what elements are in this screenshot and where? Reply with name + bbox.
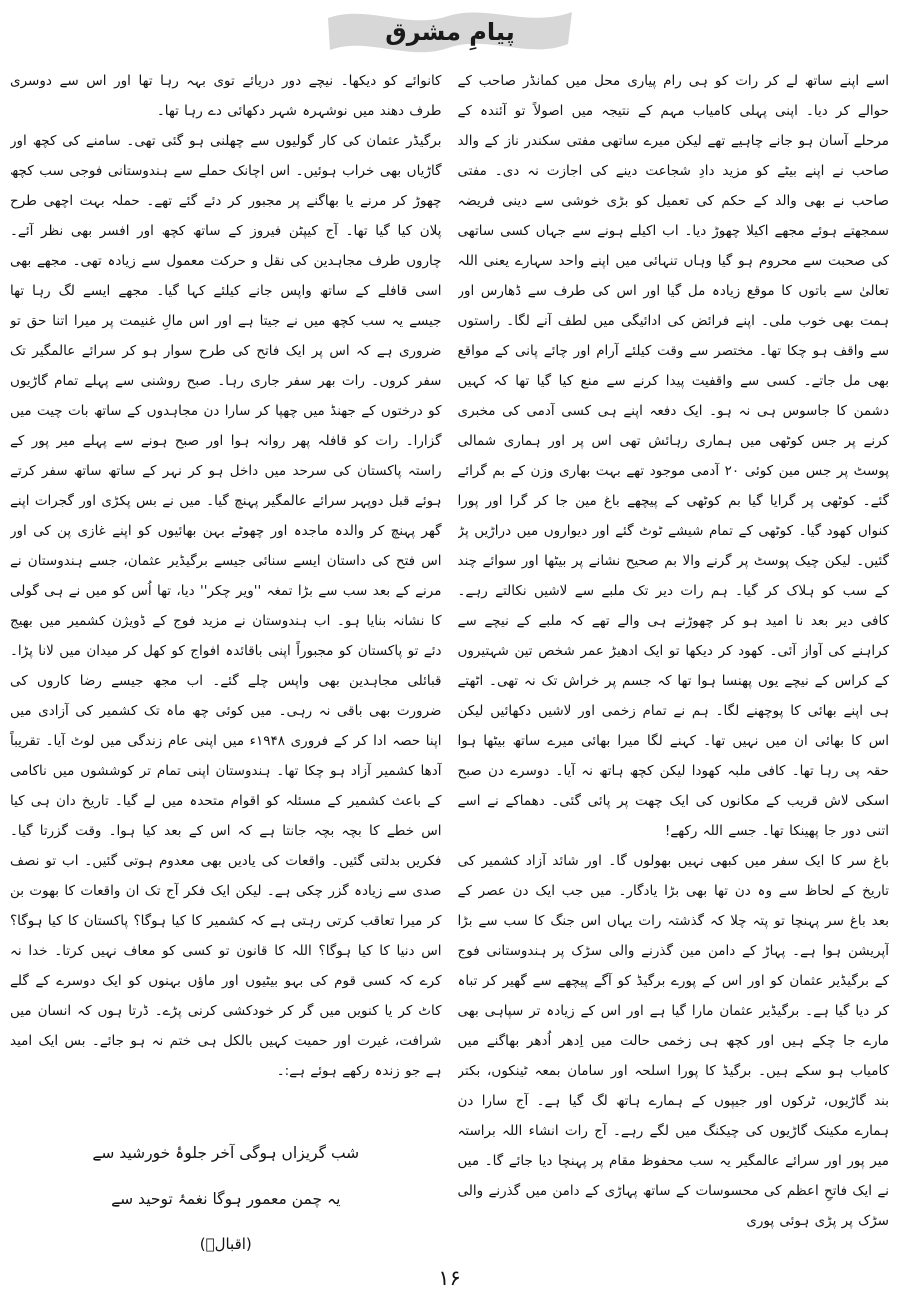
column-right xyxy=(458,66,890,1266)
poem-line-1: شب گریزاں ہوگی آخر جلوۂ خورشید سے xyxy=(92,1144,360,1162)
page-number: ۱۶ xyxy=(438,1266,461,1290)
page-title: پیامِ مشرق xyxy=(384,18,515,46)
column-left-body xyxy=(10,66,442,1112)
paragraph: باغ سر کا ایک سفر میں کبھی نہیں بھولوں گا۔ اور شائد آزاد کشمیر کی تاریخ کے لحاظ سے وہ دن تھا بھی بڑا یادگار۔ میں جب ایک دن عصر کے بعد باغ سر پہنچا تو پتہ چلا کہ گذشتہ رات یہاں اس جنگ کا سب سے بڑا آپریشن ہوا ہے۔ پہاڑ کے دامن مین گذرنے والی سڑک پر ہندوستانی فوج کے برگیڈیر عثمان کو اور اس کے پورے برگیڈ کو آگے پیچھے سے گھیر کر تباہ کر دیا گیا ہے۔ برگیڈیر عثمان مارا گیا ہے اور اس کے زیادہ تر سپاہی بھی مارے جا چکے ہیں اور کچھ ہی زخمی حالت میں اِدھر اُدھر بھاگنے میں کامیاب ہو سکے ہیں۔ برگیڈ کا پورا اسلحہ اور سامان بمعہ ٹینکوں، بکتر بند گاڑیوں، ٹرکوں اور جیپوں کے ہمارے ہاتھ لگ گیا ہے۔ آج سارا دن ہمارے مکینک گاڑیوں کی چیکنگ میں لگے رہے۔ آج رات انشاء اللہ براستہ میر پور اور سرائے عالمگیر یہ سب محفوظ مقام پر پہنچا دیا جائے گا۔ میں نے ایک فاتحِ اعظم کی محسوسات کے ساتھ پہاڑی کے دامن میں گذرنے والی سڑک پر پڑی ہوئی پوری xyxy=(457,853,889,1229)
banner-ribbon-icon xyxy=(322,2,578,62)
poem-line-2: یہ چمن معمور ہوگا نغمۂ توحید سے xyxy=(111,1190,341,1208)
paragraph: اسے اپنے ساتھ لے کر رات کو ہی رام پیاری محل میں کمانڈر صاحب کے حوالے کر دیا۔ اپنی پہلی کامیاب مہم کے نتیجہ میں اصولاً تو آئندہ کے مرحلے آسان ہو جانے چاہیے تھے لیکن میرے ساتھی مفتی سکندر ناز کے والد صاحب نے اپنے بیٹے کو مزید دادِ شجاعت دینے کی اجازت نہ دی۔ مفتی صاحب نے بھی والد کے حکم کی تعمیل کو بڑی خوشی سے دینی فریضہ سمجھتے ہوئے مجھے اکیلا چھوڑ دیا۔ اب اکیلے ہونے سے جہاں کسی ساتھی کی صحبت سے محروم ہو گیا وہاں تنہائی میں اپنے واحد سہارے یعنی اللہ تعالیٰ سے باتوں کا موقع زیادہ مل گیا اور اس کی طرف سے ڈھارس اور ہمت بھی خوب ملی۔ اپنے فرائض کی ادائیگی میں لطف آنے لگا۔ راستوں سے واقف ہو چکا تھا۔ مختصر سے وقت کیلئے آرام اور چائے پانی کے مواقع بھی مل جاتے۔ کسی سے واقفیت پیدا کرنے سے منع کیا گیا تھا کہ کہیں دشمن کا جاسوس ہی نہ ہو۔ ایک دفعہ اپنے ہی کسی آدمی کی مخبری کرنے پر جس کوٹھی میں ہماری رہائش تھی اس پر اور ہماری شمالی پوسٹ پر جس مین کوئی ۲۰ آدمی موجود تھے بہت بھاری وزن کے بم گرائے گئے۔ کوٹھی پر گرایا گیا بم کوٹھی کے پیچھے باغ مین جا کر گرا اور پورا کنواں کھود گیا۔ کوٹھی کے تمام شیشے ٹوٹ گئے اور دیواروں میں دراڑیں پڑ گئیں۔ لیکن چیک پوسٹ پر گرنے والا بم صحیح نشانے پر بیٹھا اور سوائے چند کے سب کو ہلاک کر گیا۔ ہم رات دیر تک ملبے سے لاشیں نکالتے رہے۔ کافی دیر بعد نا امید ہو کر چھوڑنے ہی والے تھے کہ ملبے کے نیچے سے کراہنے کی آواز آئی۔ کھود کر دیکھا تو ایک ادھیڑ عمر شخص تین شہتیروں کے کراس کے نیچے یوں پھنسا ہوا تھا کہ جسم پر خراش تک نہ تھی۔ اٹھتے ہی اپنے بھائی کا پوچھنے لگا۔ ہم نے تمام زخمی اور لاشیں دکھائیں لیکن اس کا بھائی ان میں نہیں تھا۔ کہنے لگا میرا بھائی میرے ساتھ بیٹھا ہوا حقہ پی رہا تھا۔ کافی ملبہ کھودا لیکن کچھ ہاتھ نہ آیا۔ دوسرے دن صبح اسکی لاش قریب کے مکانوں کی ایک چھت پر پائی گئی۔ دھماکے نے اسے اتنی دور جا پھینکا تھا۔ جسے اللہ رکھے! xyxy=(457,73,889,839)
column-right-body xyxy=(458,66,890,1236)
page-banner xyxy=(322,2,578,62)
text-columns xyxy=(10,66,889,1266)
poem-block xyxy=(10,1130,442,1266)
paragraph: برگیڈر عثمان کی کار گولیوں سے چھلنی ہو گئی تھی۔ سامنے کی کچھ اور گاڑیاں بھی خراب ہوئیں۔ اس اچانک حملے سے ہندوستانی فوجی سب کچھ چھوڑ کر مرنے یا بھاگنے پر مجبور کر دئے گئے تھے۔ حملہ بہت اچھی طرح پلان کیا گیا تھا۔ آج کیپٹن فیروز کے ساتھ کچھ اور افسر بھی نظر آئے۔ چاروں طرف مجاہدین کی نقل و حرکت معمول سے زیادہ تھی۔ مجھے بھی اسی قافلے کے ساتھ واپس جانے کیلئے کہا گیا۔ مجھے ایسے لگ رہا تھا جیسے یہ سب کچھ میں نے جیتا ہے اور اس مالِ غنیمت پر میرا اتنا حق تو ضروری ہے کہ اس پر ایک فاتح کی طرح سوار ہو کر سرائے عالمگیر تک سفر کروں۔ رات بھر سفر جاری رہا۔ صبح روشنی سے پہلے تمام گاڑیوں کو درختوں کے جھنڈ میں چھپا کر سارا دن مجاہدوں کے ساتھ بات چیت میں گزارا۔ رات کو قافلہ پھر روانہ ہوا اور صبح ہونے سے پہلے میر پور کے راستہ پاکستان کی سرحد میں داخل ہو کر نہر کے ساتھ ساتھ سفر کرتے ہوئے قبل دوپہر سرائے عالمگیر پہنچ گیا۔ میں نے بس پکڑی اور گجرات اپنے گھر پہنچ کر والدہ ماجدہ اور چھوٹے بہن بھائیوں کو اپنے غازی پن کی اور اس فتح کی داستان ایسے سنائی جیسے برگیڈیر عثمان، جسے ہندوستان نے مرنے کے بعد سب سے بڑا تمغہ ''ویر چکر'' دیا، تھا اُس کو میں نے ہی گولی کا نشانہ بنایا ہو۔ اب ہندوستان نے مزید فوج کے ڈویژن کشمیر میں بھیج دئے تو پاکستان کو مجبوراً اپنی باقائدہ افواج کو کھل کر میدان میں لانا پڑا۔ قبائلی مجاہدین بھی واپس چلے گئے۔ اب مجھ جیسے رضا کاروں کی ضرورت بھی باقی نہ رہی۔ میں کوئی چھ ماہ تک کشمیر کی آزادی میں اپنا حصہ ادا کر کے فروری ۱۹۴۸ء میں اپنی عام زندگی میں لوٹ آیا۔ تقریباً آدھا کشمیر آزاد ہو چکا تھا۔ ہندوستان اپنی تمام تر کوششوں میں ناکامی کے باعث کشمیر کے مسئلہ کو اقوام متحدہ میں لے گیا۔ تاریخ دان ہی کیا اس خطے کا بچہ بچہ جانتا ہے کہ اس کے بعد کیا ہوا۔ وقت گزرتا گیا۔ فکریں بدلتی گئیں۔ واقعات کی یادیں بھی معدوم ہوتی گئیں۔ اب تو نصف صدی سے زیادہ گزر چکی ہے۔ لیکن ایک فکر آج تک ان واقعات کا بھوت بن کر میرا تعاقب کرتی رہتی ہے کہ کشمیر کا کیا ہوگا؟ پاکستان کا کیا ہوگا؟ اس دنیا کا کیا ہوگا؟ اللہ کا قانون تو کسی کو معاف نہیں کرتا۔ خدا نہ کرے کہ کسی قوم کی بہو بیٹیوں اور ماؤں بہنوں کو ایک دوسرے کے گلے کاٹ کر یا کنویں میں گر کر خودکشی کرنی پڑے۔ ڈرتا ہوں کہ انسان میں شرافت، غیرت اور حمیت کہیں بالکل ہی ختم نہ ہو جائے۔ بس ایک امید ہے جو زندہ رکھے ہوئے ہے:۔ xyxy=(10,133,442,1079)
paragraph: کانوائے کو دیکھا۔ نیچے دور دریائے توی بہہ رہا تھا اور اس سے دوسری طرف دھند میں نوشہرہ شہر دکھائی دے رہا تھا۔ xyxy=(10,73,442,119)
column-left xyxy=(10,66,442,1266)
poem-attribution: (اقبالؒ) xyxy=(199,1235,252,1253)
